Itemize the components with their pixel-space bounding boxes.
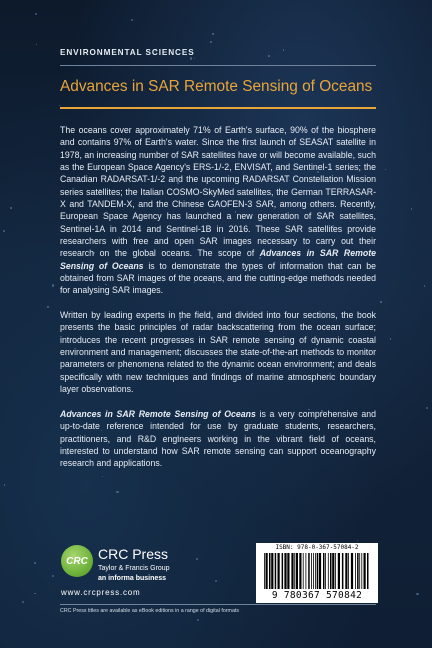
- barcode-bar: [311, 553, 312, 589]
- star-dot: [212, 33, 213, 34]
- blurb-p1-title: Advances in SAR Remote Sensing of Oceans: [60, 248, 376, 271]
- blurb: [60, 124, 376, 482]
- star-dot: [194, 58, 195, 59]
- barcode-bar: [299, 553, 301, 589]
- star-dot: [357, 540, 358, 541]
- star-dot: [52, 575, 54, 577]
- barcode-bar: [364, 553, 366, 589]
- barcode-bar: [284, 553, 286, 589]
- barcode-bar: [264, 553, 265, 589]
- barcode-bar: [323, 553, 325, 589]
- star-dot: [34, 562, 36, 564]
- top-divider: [60, 65, 376, 66]
- barcode-bar: [266, 553, 268, 589]
- blurb-p3-title: Advances in SAR Remote Sensing of Oceans: [60, 408, 256, 419]
- publisher-tagline: an informa business: [98, 575, 167, 582]
- barcode-bar: [338, 553, 340, 589]
- barcode-bar: [275, 553, 277, 589]
- barcode-bar: [278, 553, 280, 589]
- star-dot: [36, 44, 37, 45]
- barcode-bar: [357, 553, 359, 589]
- barcode-bar: [359, 553, 360, 589]
- star-dot: [426, 407, 428, 409]
- blurb-p1-end: is to demonstrate the types of information that can be obtained from SAR images of the oceans, and the cutting-edge methods needed for analysing SAR images.: [60, 260, 376, 296]
- publisher-name: CRC Press: [98, 546, 169, 562]
- star-dot: [215, 580, 217, 582]
- barcode-bar: [294, 553, 295, 589]
- barcode-bar: [317, 553, 319, 589]
- star-dot: [3, 230, 5, 232]
- barcode-bar: [367, 553, 369, 589]
- barcode-bar: [348, 553, 349, 589]
- blurb-paragraph-1: [60, 124, 376, 297]
- star-dot: [411, 208, 413, 210]
- star-dot: [10, 207, 12, 209]
- barcode-bar: [335, 553, 336, 589]
- ebook-note: CRC Press titles are available as eBook editions in a range of digital formats: [60, 608, 240, 614]
- barcode-bar: [325, 553, 326, 589]
- star-dot: [196, 558, 198, 560]
- book-title: Advances in SAR Remote Sensing of Oceans: [60, 78, 373, 95]
- barcode-bar: [351, 553, 353, 589]
- barcode-bar: [361, 553, 362, 589]
- publisher-url[interactable]: www.crcpress.com: [61, 588, 141, 597]
- star-dot: [47, 306, 49, 308]
- blurb-paragraph-3: [60, 408, 376, 470]
- barcode-bar: [315, 553, 316, 589]
- barcode-digits: 9 780367 570842: [271, 590, 363, 601]
- isbn-label: ISBN: 978-0-367-57084-2: [275, 544, 359, 551]
- barcode-bar: [345, 553, 347, 589]
- barcode-bar: [332, 553, 334, 589]
- barcode-bar: [271, 553, 273, 589]
- series-label: ENVIRONMENTAL SCIENCES: [60, 48, 195, 57]
- barcode-bar: [287, 553, 289, 589]
- barcode-bar: [269, 553, 271, 589]
- star-dot: [416, 593, 418, 595]
- star-dot: [197, 619, 199, 621]
- star-dot: [283, 49, 285, 51]
- barcode-bar: [319, 553, 321, 589]
- star-dot: [34, 593, 35, 594]
- crc-logo-text: CRC: [66, 555, 88, 567]
- barcode-bar: [308, 553, 310, 589]
- star-dot: [390, 338, 392, 340]
- barcode-bar: [355, 553, 356, 589]
- isbn-barcode: [256, 543, 378, 603]
- crc-logo-icon: [61, 545, 93, 577]
- star-dot: [210, 41, 212, 43]
- star-dot: [52, 284, 54, 286]
- star-dot: [35, 13, 37, 15]
- barcode-bar: [296, 553, 298, 589]
- blurb-paragraph-2: Written by leading experts in the field, and divided into four sections, the book presents the basic principles of radar backscattering from the ocean surface; introduces the recent progresses in SAR remote sensing of dynamic coastal environment and management; discusses the state-of-the-art methods to monitor parameters or phenomena related to the dynamic ocean environment; and deals specifically with new techniques and findings of marine atmospheric boundary layer observations.: [60, 310, 376, 395]
- star-dot: [22, 601, 24, 603]
- bottom-divider: [60, 604, 376, 605]
- barcode-bar: [291, 553, 293, 589]
- star-dot: [385, 169, 386, 170]
- blurb-p3-end: is a very comprehensive and up-to-date reference intended for use by graduate students, researchers, practitioners, and R&D engineers working in the vibrant field of oceans, interested to understand how SAR remote sensing can support oceanography research and applications.: [60, 408, 376, 469]
- barcode-bars-icon: [264, 553, 370, 589]
- star-dot: [190, 57, 192, 59]
- blurb-p1-start: The oceans cover approximately 71% of Earth's surface, 90% of the biosphere and contains 97% of Earth's water. Since the first launch of SEASAT satellite in 1978, an increasing number of SAR satellites have or will become available, such as the European Space Agency's ERS-1/-2, ENVISAT, and Sentinel-1 series; the Canadian RADARSAT-1/-2 and the upcoming RADARSAT Constellation Mission series satellites; the Italian COSMO-SkyMed satellites, the German TERRASAR-X and TANDEM-X, and the Chinese GAOFEN-3 SAR, among others. Recently, European Space Agency has launched a new generation of SAR satellites, Sentinel-1A in 2014 and Sentinel-1B in 2016. These SAR satellites provide researchers with free and open SAR images necessary to carry out their research on the global oceans. The scope of: [60, 125, 376, 259]
- star-dot: [268, 55, 270, 57]
- title-underline: [60, 107, 376, 109]
- star-dot: [4, 484, 6, 486]
- star-dot: [116, 491, 118, 493]
- barcode-bar: [328, 553, 329, 589]
- publisher-group: Taylor & Francis Group: [98, 565, 170, 572]
- star-dot: [424, 285, 425, 286]
- barcode-bar: [313, 553, 314, 589]
- star-dot: [380, 301, 381, 302]
- barcode-bar: [330, 553, 332, 589]
- star-dot: [131, 19, 133, 21]
- barcode-bar: [282, 553, 284, 589]
- barcode-bar: [303, 553, 304, 589]
- barcode-bar: [306, 553, 307, 589]
- barcode-bar: [342, 553, 344, 589]
